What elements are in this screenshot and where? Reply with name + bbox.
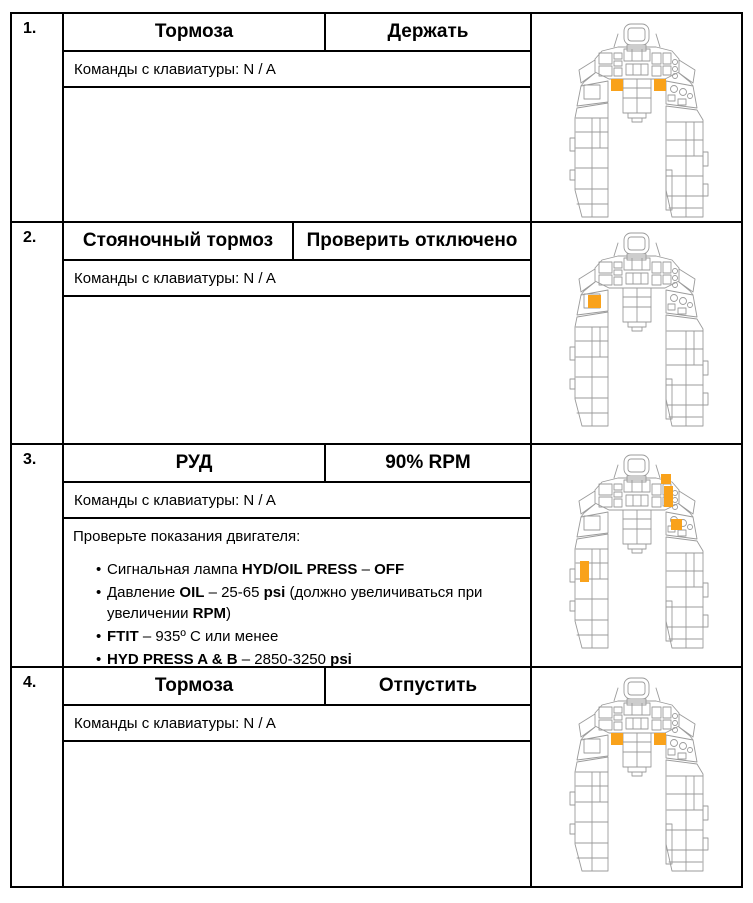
step-content [64,668,532,886]
cockpit-diagram-cell [532,445,741,666]
step-action-label: Тормоза [64,14,326,50]
cockpit-diagram-cell [532,14,741,221]
step-action-value: 90% RPM [385,452,471,473]
checklist-page [10,12,743,888]
cockpit-diagram-cell [532,668,741,886]
engine-check-item: • Давление OIL – 25-65 psi (должно увеличиваться при увеличении RPM) [73,582,518,624]
step-action-value: Проверить отключено [306,230,518,251]
cockpit-diagram-cell [532,223,741,443]
engine-check-item: • Сигнальная лампа HYD/OIL PRESS – OFF [73,559,518,580]
step-header [64,223,530,261]
highlight-markers [588,295,601,308]
cockpit-diagram-image [562,453,712,655]
step-action-label: Тормоза [64,668,326,704]
step-number: 4. [12,668,64,886]
step-content [64,445,532,666]
step-header [64,445,530,483]
checklist-step-3 [12,445,741,668]
step-action-value: Отпустить [378,675,478,696]
keyboard-commands-text: Команды с клавиатуры: N / A [64,261,530,297]
checklist-step-4 [12,668,741,886]
step-header [64,14,530,52]
step-content [64,223,532,443]
step-number: 2. [12,223,64,443]
cockpit-diagram-image [562,231,712,433]
step-notes [64,88,530,221]
step-content [64,14,532,221]
checklist-step-1 [12,14,741,223]
step-number: 3. [12,445,64,666]
cockpit-diagram-image [562,676,712,878]
keyboard-commands-text: Команды с клавиатуры: N / A [64,483,530,519]
cockpit-diagram-image [562,22,712,224]
keyboard-commands-text: Команды с клавиатуры: N / A [64,706,530,742]
engine-check-intro: Проверьте показания двигателя: [73,528,301,545]
step-number: 1. [12,14,64,221]
engine-check-item: • HYD PRESS A & B – 2850-3250 psi [73,649,518,670]
step-notes [64,519,530,672]
step-action-label: Стояночный тормоз [64,223,294,259]
highlight-markers [611,733,666,745]
step-notes [64,742,530,886]
engine-check-list [73,559,518,670]
step-action-value: Держать [387,21,469,42]
checklist-step-2 [12,223,741,445]
step-action-label: РУД [64,445,326,481]
engine-check-item: • FTIT – 935º C или менее [73,626,518,647]
step-header [64,668,530,706]
highlight-markers [611,79,666,91]
step-notes [64,297,530,443]
keyboard-commands-text: Команды с клавиатуры: N / A [64,52,530,88]
